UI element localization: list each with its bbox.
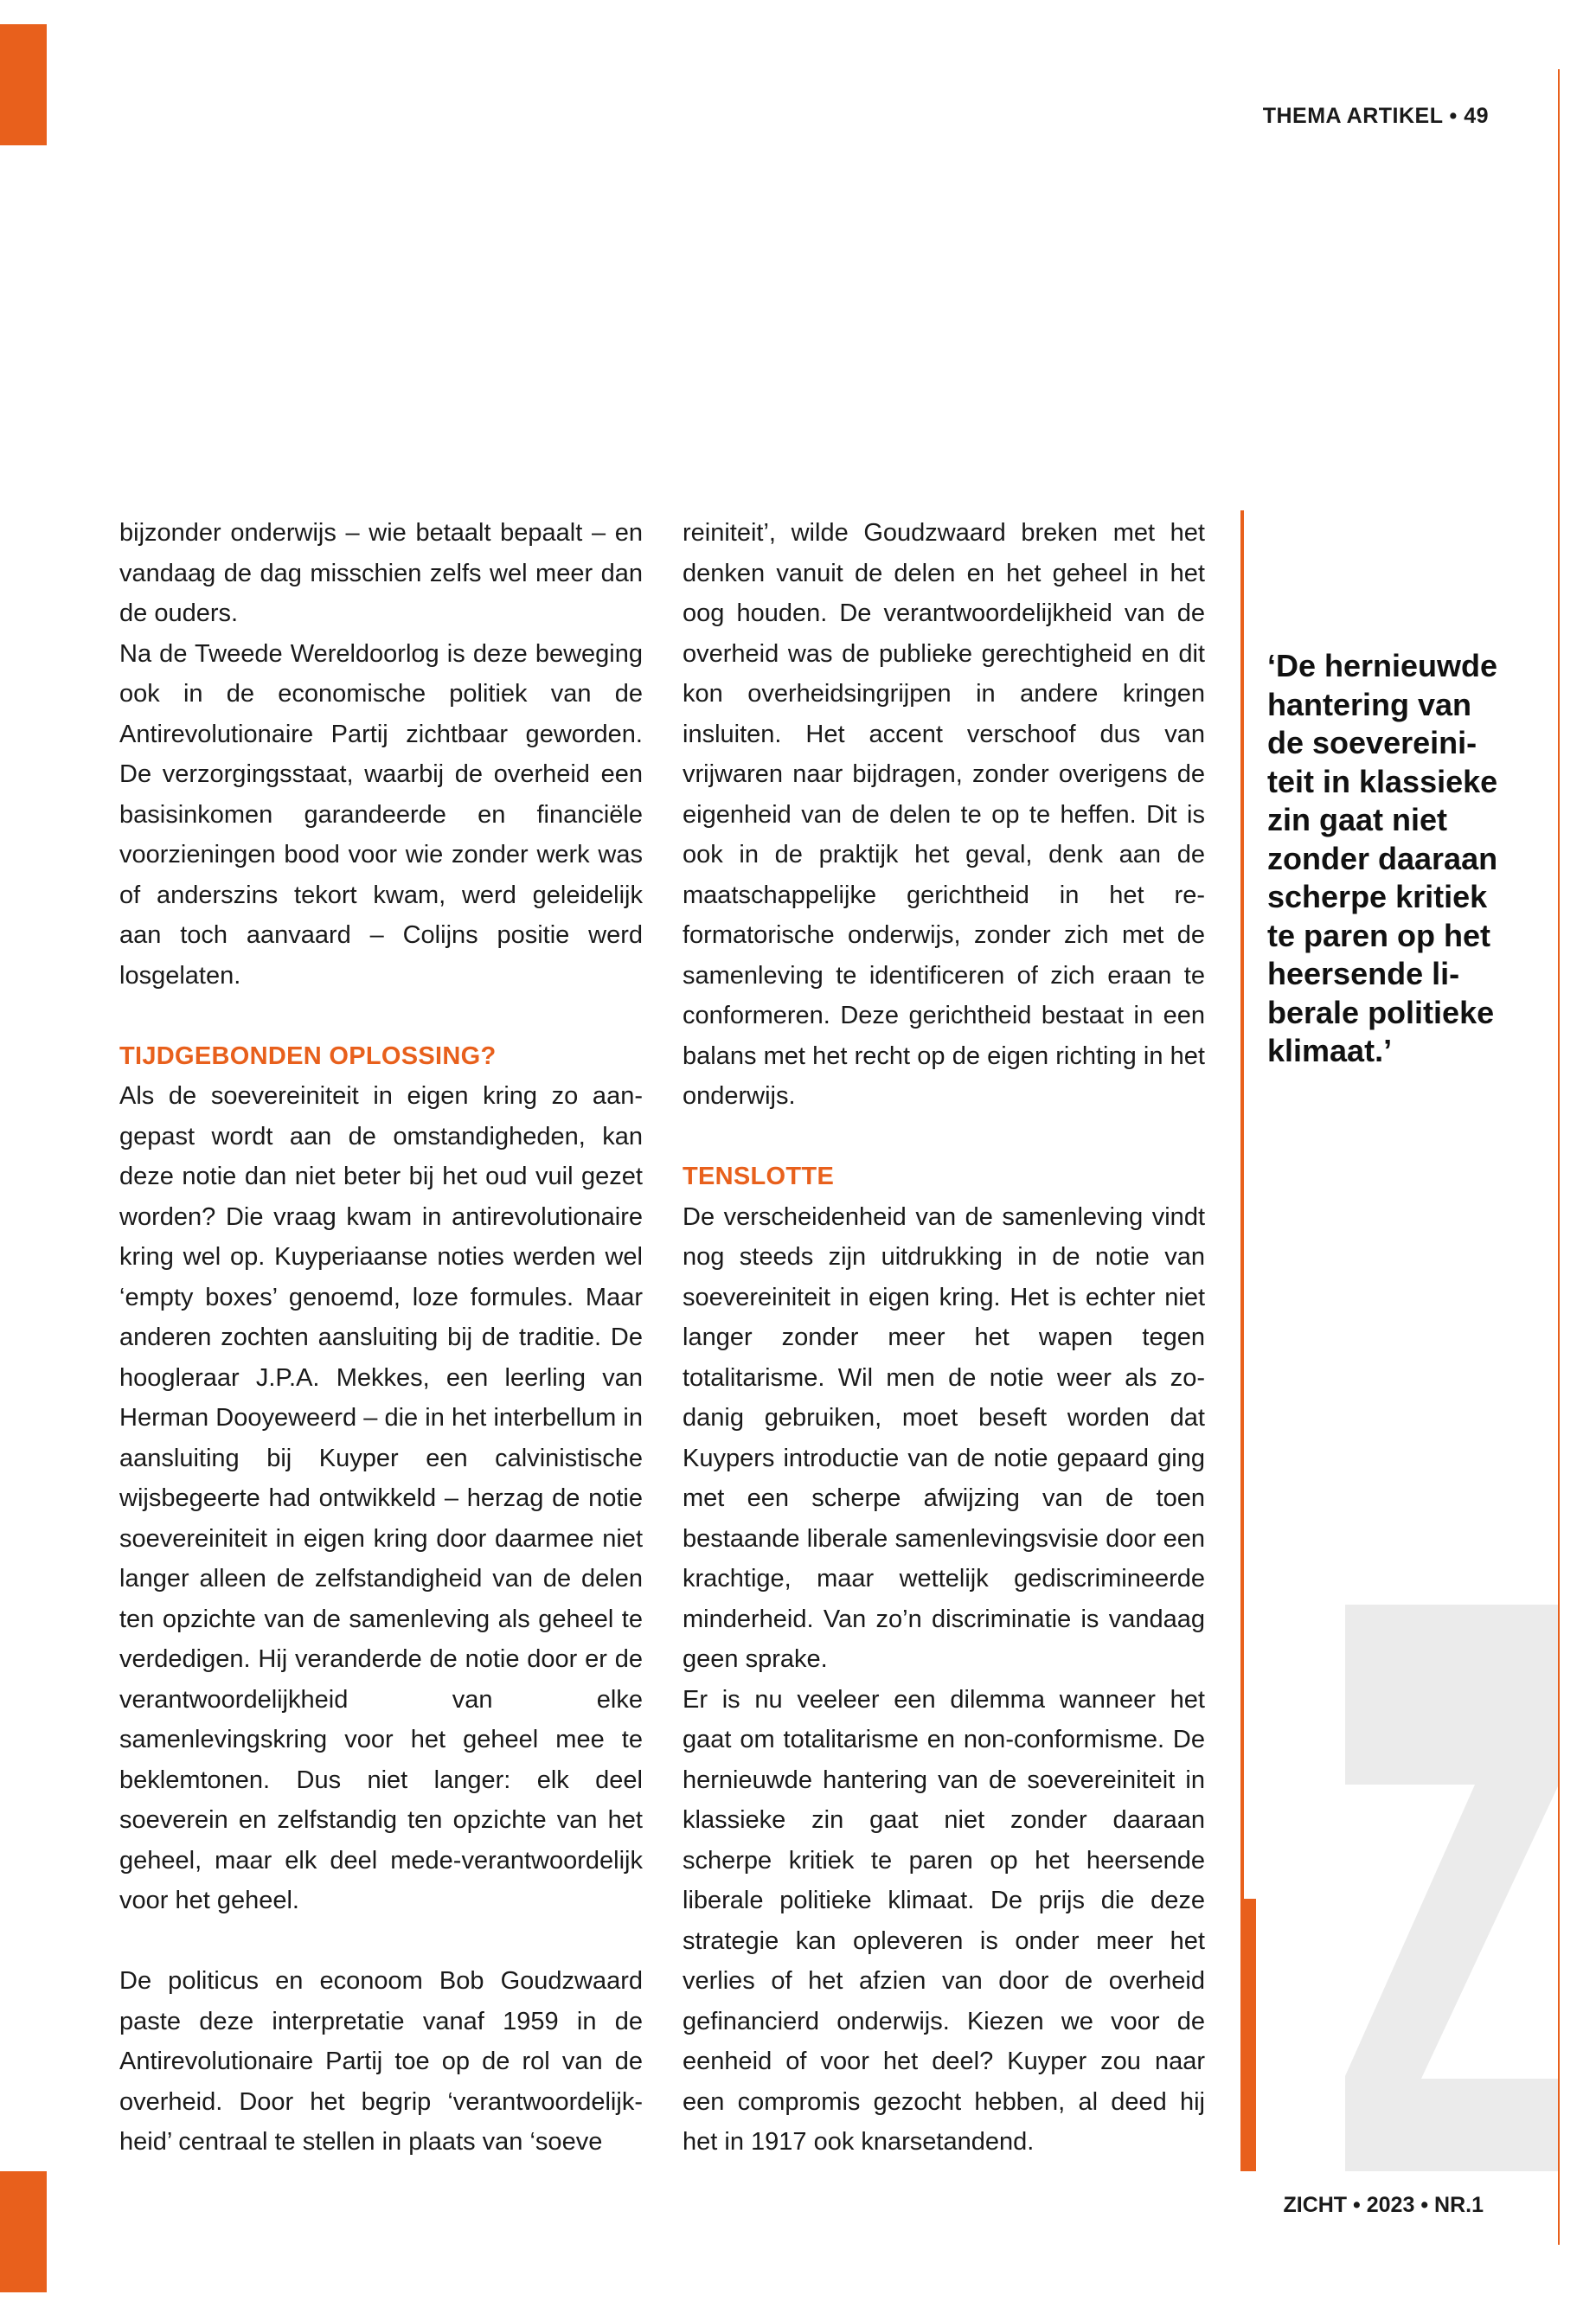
text-column-middle [683, 513, 1205, 2163]
pull-quote-line: scherpe kritiek [1267, 879, 1488, 914]
bottom-accent-bar [0, 2171, 47, 2292]
page-footer [1283, 2193, 1484, 2218]
issue-number: NR.1 [1434, 2193, 1484, 2217]
pull-quote [1267, 647, 1518, 1071]
z-logo-shape [1345, 1605, 1558, 2171]
decorative-z-logo [1345, 1605, 1558, 2171]
pull-quote-line: te paren op het [1267, 917, 1491, 953]
pull-quote-line: klimaat.’ [1267, 1033, 1393, 1068]
page-header [1263, 104, 1489, 129]
pull-quote-line: ‘De hernieuwde [1267, 648, 1498, 683]
header-separator: • [1449, 104, 1465, 128]
footer-separator: • [1420, 2193, 1435, 2217]
paragraph: reiniteit’, wilde Goudzwaard breken met het denken vanuit de delen en het geheel in het oog houden. De verantwoordelijkheid van de overheid was de publieke gerechtigheid en dit kon overheidsingrijpen in andere kringen insluiten. Het accent verschoof dus van vrijwaren naar bijdragen, zonder overigens de eigenheid van de delen te op te heffen. Dit is ook in de praktijk het geval, denk aan de maatschappelijke gerichtheid in het reformatorische onderwijs, zonder zich met de samenleving te identificeren of zich eraan te conformeren. Deze gerichtheid bestaat in een balans met het recht op de eigen richting in het onderwijs. [683, 519, 1205, 1110]
pull-quote-line: zin gaat niet [1267, 802, 1448, 837]
section-heading: TIJDGEBONDEN OPLOSSING? [119, 1042, 497, 1070]
footer-separator: • [1353, 2193, 1367, 2217]
paragraph: Er is nu veeleer een dilemma wanneer het gaat om totalitarisme en non-conformisme. De hernieuwde hantering van de soevereiniteit in klassieke zin gaat niet zonder daaraan scherpe kritiek te paren op het heersende liberale politieke klimaat. De prijs die deze strategie kan opleveren is onder meer het verlies of het afzien van door de overheid gefinancierd onderwijs. Kiezen we voor de eenheid of voor het deel? Kuyper zou naar een compromis gezocht hebben, al deed hij het in 1917 ook knarsetandend. [683, 1685, 1205, 2156]
pull-quote-line: berale politieke [1267, 994, 1495, 1030]
pull-quote-line: de soevereini- [1267, 725, 1477, 760]
pull-quote-line: teit in klassieke [1267, 763, 1498, 799]
pull-quote-line: zonder daaraan [1267, 840, 1498, 876]
paragraph: Als de soevereiniteit in eigen kring zo aangepast wordt aan de omstandigheden, kan deze notie dan niet beter bij het oud vuil gezet worden? Die vraag kwam in antirevolutionaire kring wel op. Kuyperiaanse noties werden wel ‘empty boxes’ genoemd, loze formules. Maar anderen zochten aansluiting bij de traditie. De hoogleraar J.P.A. Mekkes, een leerling van Herman Dooyeweerd – die in het interbellum in aansluiting bij Kuyper een calvinistische wijsbegeerte had ontwikkeld – herzag de notie soevereiniteit in eigen kring door daarmee niet langer alleen de zelfstandigheid van de delen ten opzichte van de samenleving als geheel te verdedigen. Hij veranderde de notie door er de verantwoordelijkheid van elke samenlevingskring voor het geheel mee te beklemtonen. Dus niet langer: elk deel soeverein en zelfstandig ten opzichte van het geheel, maar elk deel mede-verantwoordelijk voor het geheel. [119, 1082, 643, 1914]
magazine-name: ZICHT [1283, 2193, 1348, 2217]
text-column-left [119, 513, 643, 2163]
page-number: 49 [1464, 104, 1489, 128]
paragraph: bijzonder onderwijs – wie betaalt bepaalt – en vandaag de dag misschien zelfs wel meer dan de ouders. [119, 519, 643, 627]
pull-quote-rule-accent [1240, 1899, 1256, 2171]
issue-year: 2023 [1366, 2193, 1415, 2217]
pull-quote-line: heersende li- [1267, 956, 1460, 991]
section-heading: TENSLOTTE [683, 1163, 835, 1190]
page-edge-rule [1558, 69, 1560, 2245]
paragraph: Na de Tweede Wereldoorlog is deze beweging ook in de economische politiek van de Antirevolutionaire Partij zichtbaar geworden. De verzorgingsstaat, waarbij de overheid een basisinkomen garandeerde en financiële voorzieningen bood voor wie zonder werk was of anderszins tekort kwam, werd geleidelijk aan toch aanvaard – Colijns positie werd losgelaten. [119, 639, 643, 990]
section-label: THEMA ARTIKEL [1262, 104, 1444, 128]
top-accent-bar [0, 24, 47, 145]
pull-quote-line: hantering van [1267, 686, 1472, 722]
paragraph: De politicus en econoom Bob Goudzwaard paste deze interpretatie vanaf 1959 in de Antirevolutionaire Partij toe op de rol van de overheid. Door het begrip ‘verantwoordelijkheid’ centraal te stellen in plaats van ‘soeve [119, 1967, 643, 2156]
paragraph: De verscheidenheid van de samenleving vindt nog steeds zijn uitdrukking in de notie van soevereiniteit in eigen kring. Het is echter niet langer zonder meer het wapen tegen totalitarisme. Wil men de notie weer als zodanig gebruiken, moet beseft worden dat Kuypers introductie van de notie gepaard ging met een scherpe afwijzing van de toen bestaande liberale samenlevingsvisie door een krachtige, maar wettelijk gediscrimineerde minderheid. Van zo’n discriminatie is vandaag geen sprake. [683, 1202, 1205, 1673]
